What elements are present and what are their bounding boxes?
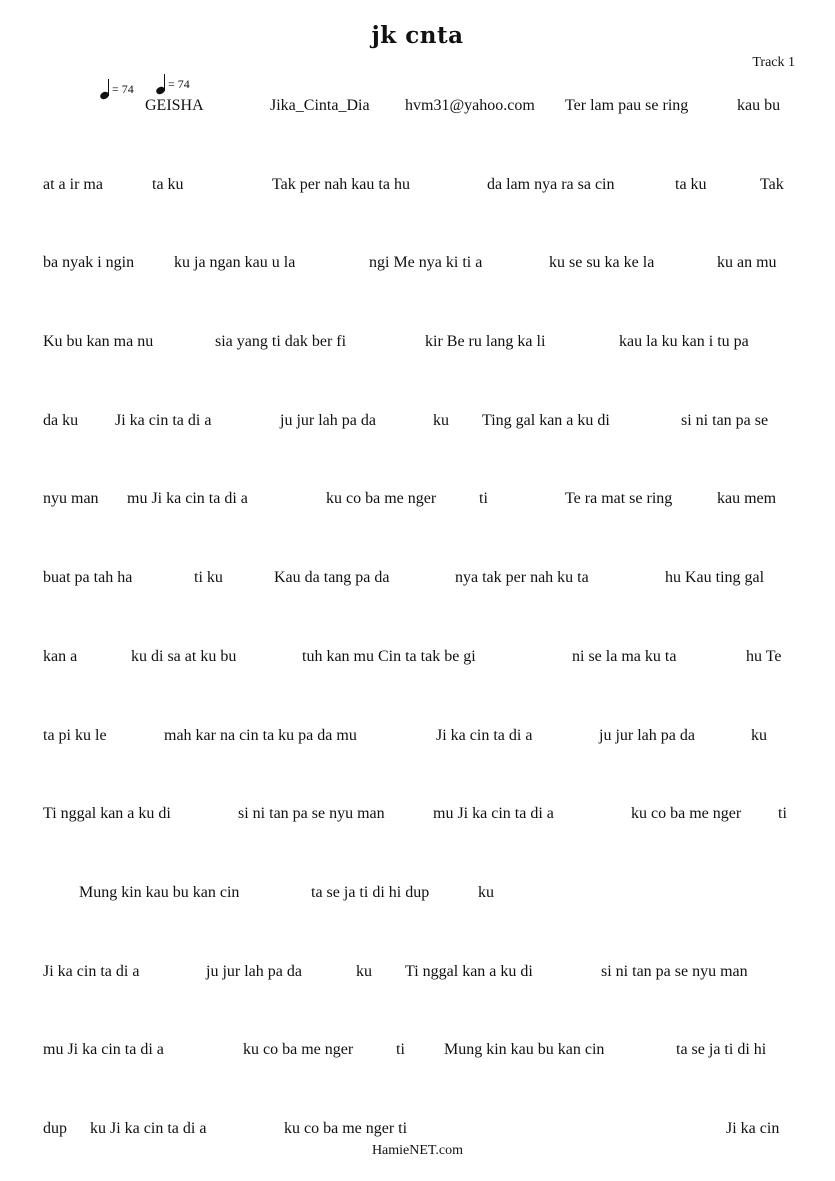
lyric-syllable: ta ku	[675, 176, 707, 193]
lyric-syllable: hu Te	[746, 648, 782, 665]
lyric-syllable: Tak	[760, 176, 784, 193]
lyric-syllable: ku Ji ka cin ta di a	[90, 1120, 207, 1137]
lyric-syllable: mu Ji ka cin ta di a	[433, 805, 554, 822]
lyric-syllable: ta pi ku le	[43, 727, 107, 744]
lyric-line	[0, 727, 835, 751]
lyric-syllable: si ni tan pa se nyu man	[238, 805, 385, 822]
lyric-line	[0, 884, 835, 908]
lyric-syllable: ku	[478, 884, 494, 901]
tempo-value-1: = 74	[112, 82, 134, 96]
lyric-syllable: si ni tan pa se	[681, 412, 769, 429]
lyric-line	[0, 490, 835, 514]
lyric-syllable: ku co ba me nger	[326, 490, 437, 507]
lyric-syllable: Ting gal kan a ku di	[482, 412, 610, 429]
lyric-syllable: ju jur lah pa da	[280, 412, 376, 429]
lyric-syllable: ku	[433, 412, 449, 429]
lyric-syllable: Kau da tang pa da	[274, 569, 390, 586]
lyric-syllable: ku co ba me nger	[243, 1041, 354, 1058]
lyric-syllable: Ter lam pau se ring	[565, 97, 689, 114]
lyric-line	[0, 412, 835, 436]
lyric-syllable: ku	[356, 963, 372, 980]
lyric-syllable: kau bu	[737, 97, 781, 114]
lyric-syllable: ta se ja ti di hi	[676, 1041, 767, 1058]
lyric-syllable: ti	[396, 1041, 405, 1058]
lyric-syllable: kir Be ru lang ka li	[425, 333, 546, 350]
lyric-syllable: GEISHA	[145, 97, 204, 114]
lyric-line	[0, 569, 835, 593]
lyric-syllable: kau mem	[717, 490, 777, 507]
lyric-syllable: ta ku	[152, 176, 184, 193]
lyric-syllable: ngi Me nya ki ti a	[369, 254, 483, 271]
lyric-syllable: nya tak per nah ku ta	[455, 569, 589, 586]
lyric-syllable: ku di sa at ku bu	[131, 648, 237, 665]
lyric-line	[0, 805, 835, 829]
lyric-syllable: ti	[778, 805, 787, 822]
lyric-syllable: at a ir ma	[43, 176, 103, 193]
lyric-syllable: Ji ka cin ta di a	[43, 963, 140, 980]
lyric-syllable: Ji ka cin	[726, 1120, 780, 1137]
lyric-syllable: hvm31@yahoo.com	[405, 97, 535, 114]
lyric-line	[0, 1120, 835, 1144]
lyric-line	[0, 97, 835, 121]
lyric-syllable: Ku bu kan ma nu	[43, 333, 154, 350]
lyric-syllable: tuh kan mu Cin ta tak be gi	[302, 648, 476, 665]
lyric-syllable: si ni tan pa se nyu man	[601, 963, 748, 980]
lyric-syllable: mu Ji ka cin ta di a	[43, 1041, 164, 1058]
lyric-syllable: nyu man	[43, 490, 99, 507]
lyric-syllable: kau la ku kan i tu pa	[619, 333, 749, 350]
lyric-syllable: mu Ji ka cin ta di a	[127, 490, 248, 507]
lyric-syllable: ba nyak i ngin	[43, 254, 135, 271]
lyric-syllable: ju jur lah pa da	[206, 963, 302, 980]
lyric-syllable: Ji ka cin ta di a	[436, 727, 533, 744]
lyric-syllable: Mung kin kau bu kan cin	[79, 884, 240, 901]
lyric-syllable: buat pa tah ha	[43, 569, 133, 586]
lyric-syllable: ku ja ngan kau u la	[174, 254, 296, 271]
lyric-syllable: ku se su ka ke la	[549, 254, 655, 271]
lyric-line	[0, 963, 835, 987]
lyric-syllable: Ji ka cin ta di a	[115, 412, 212, 429]
tempo-value-2: = 74	[168, 77, 190, 91]
tempo-marking-1	[100, 79, 134, 99]
lyric-syllable: Te ra mat se ring	[565, 490, 673, 507]
lyric-syllable: dup	[43, 1120, 67, 1137]
lyric-syllable: Ti nggal kan a ku di	[43, 805, 171, 822]
lyric-syllable: mah kar na cin ta ku pa da mu	[164, 727, 357, 744]
tempo-marking-2	[156, 74, 190, 94]
lyric-syllable: ti ku	[194, 569, 223, 586]
lyric-syllable: kan a	[43, 648, 78, 665]
lyric-syllable: hu Kau ting gal	[665, 569, 765, 586]
score-title: jk cnta	[371, 22, 464, 49]
lyric-syllable: ku co ba me nger ti	[284, 1120, 408, 1137]
lyric-syllable: ti	[479, 490, 488, 507]
lyric-syllable: da lam nya ra sa cin	[487, 176, 615, 193]
lyric-syllable: Ti nggal kan a ku di	[405, 963, 533, 980]
lyric-syllable: ni se la ma ku ta	[572, 648, 677, 665]
lyric-syllable: ju jur lah pa da	[599, 727, 695, 744]
lyric-syllable: ta se ja ti di hi dup	[311, 884, 430, 901]
lyric-syllable: sia yang ti dak ber fi	[215, 333, 347, 350]
lyric-line	[0, 1041, 835, 1065]
lyric-syllable: Tak per nah kau ta hu	[272, 176, 410, 193]
lyric-line	[0, 333, 835, 357]
lyric-syllable: Jika_Cinta_Dia	[270, 97, 370, 114]
lyric-syllable: ku an mu	[717, 254, 777, 271]
lyric-line	[0, 254, 835, 278]
lyric-line	[0, 176, 835, 200]
track-label: Track 1	[752, 55, 795, 70]
lyric-line	[0, 648, 835, 672]
lyric-syllable: Mung kin kau bu kan cin	[444, 1041, 605, 1058]
lyric-syllable: ku co ba me nger	[631, 805, 742, 822]
lyric-syllable: da ku	[43, 412, 79, 429]
lyric-syllable: ku	[751, 727, 767, 744]
footer-credit: HamieNET.com	[371, 1143, 464, 1158]
